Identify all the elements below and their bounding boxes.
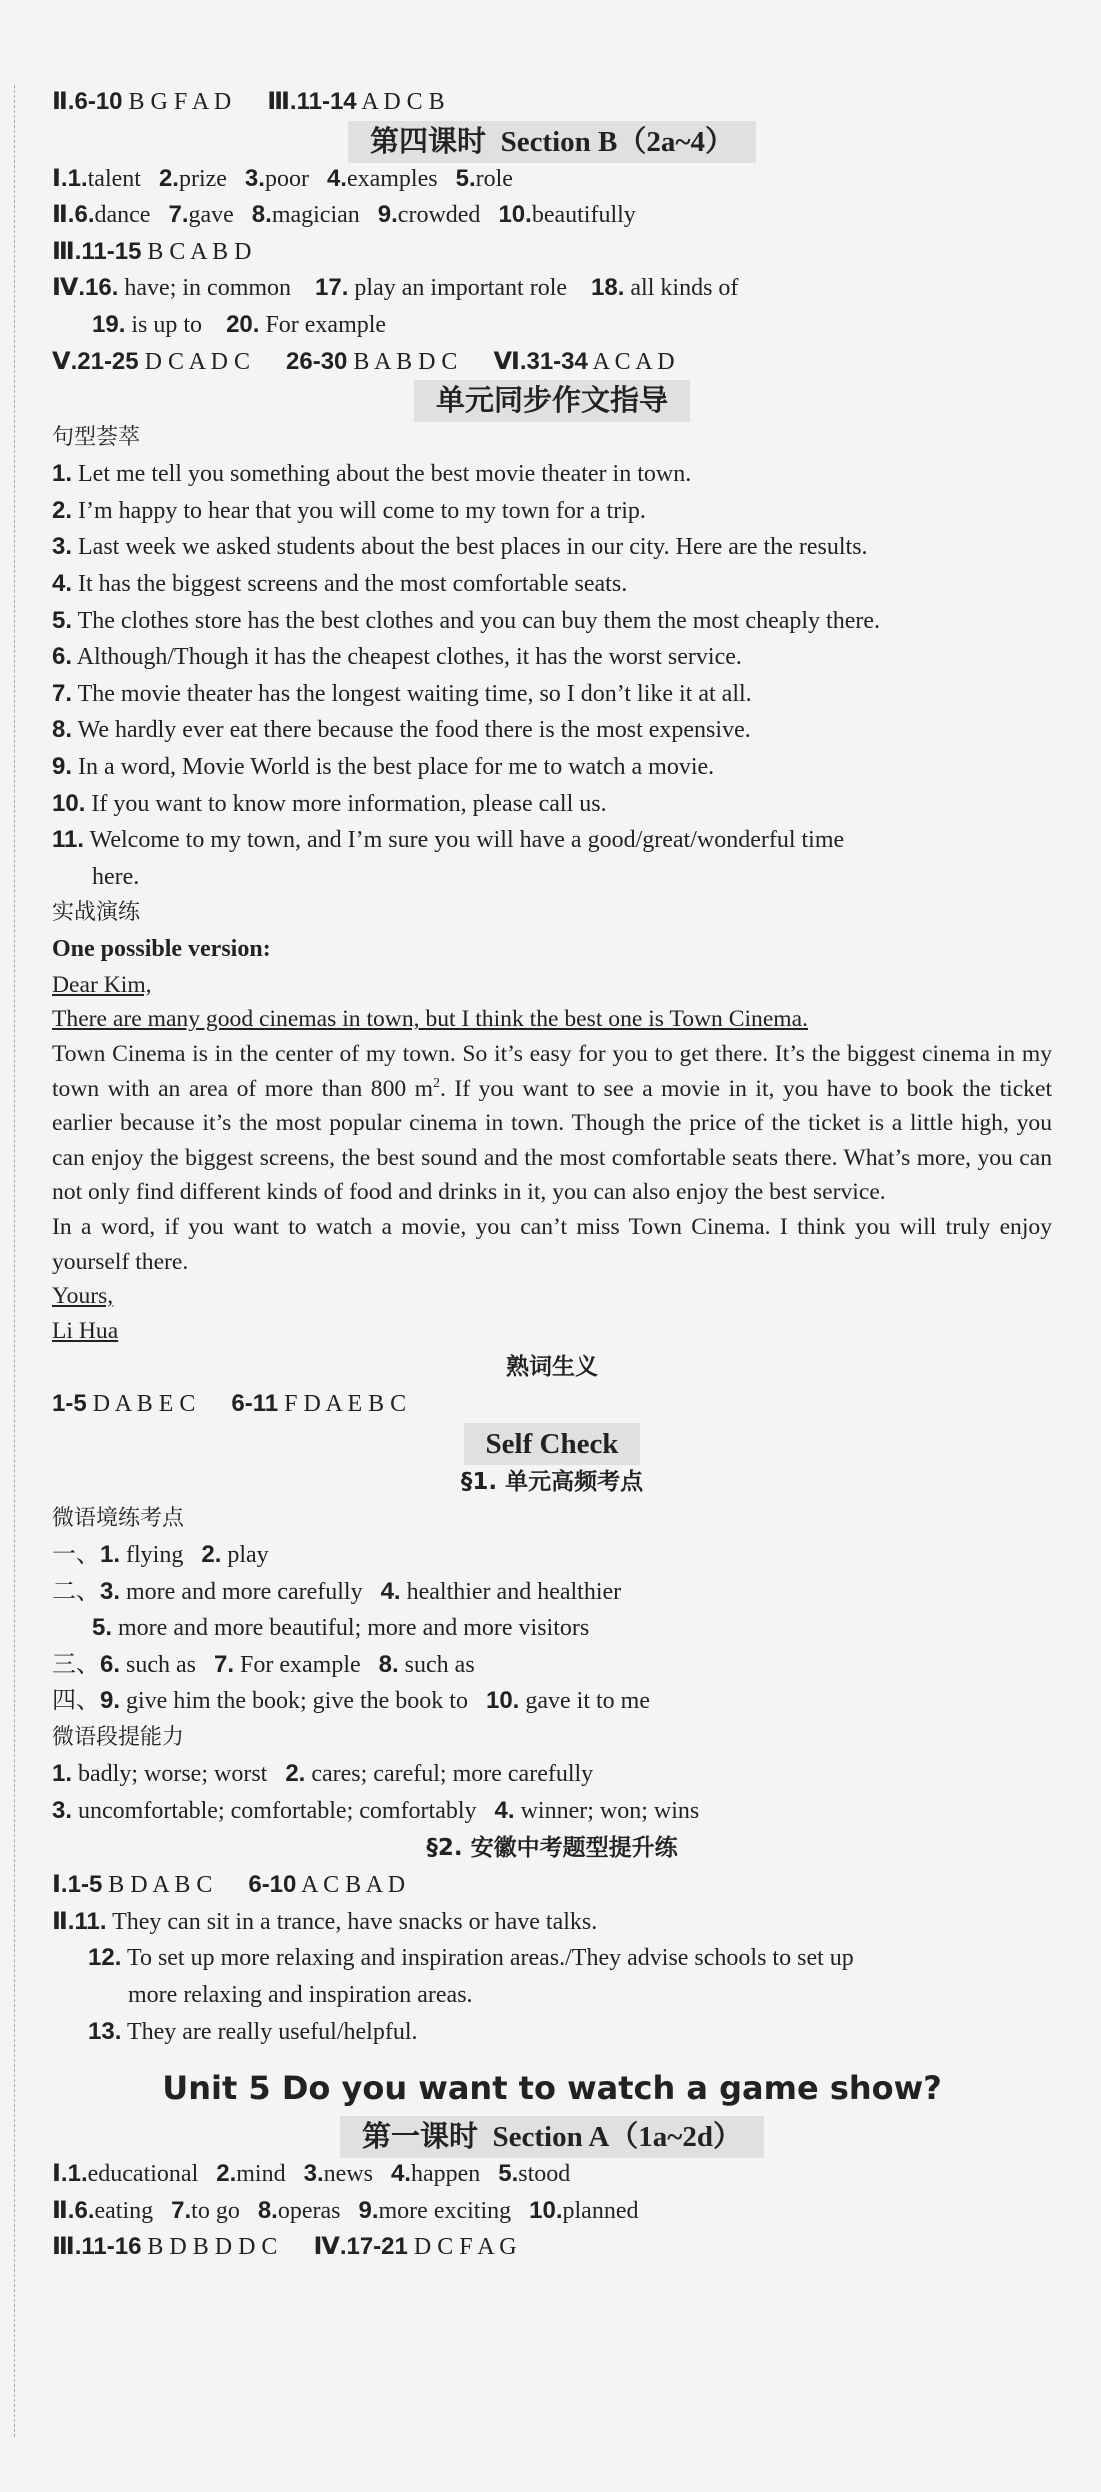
list-item — [52, 603, 1052, 640]
answer-text: gave — [188, 202, 234, 229]
question-number: 10. — [529, 2196, 563, 2224]
question-number: Ⅱ.11. — [52, 1907, 107, 1935]
group-prefix: 一、 — [52, 1542, 100, 1568]
item-number: 6. — [52, 643, 73, 671]
question-number: 20. — [226, 310, 260, 338]
section-title: 单元同步作文指导 — [414, 380, 690, 422]
answer-text: play — [227, 1542, 269, 1568]
answer-line — [52, 344, 1052, 381]
answer-line — [52, 2193, 1052, 2230]
answer-text: A D C B — [361, 89, 445, 115]
question-number: Ⅰ.1. — [52, 164, 88, 192]
subsection-title: §2. 安徽中考题型提升练 — [426, 1835, 678, 1862]
answer-text: F D A E B C — [284, 1391, 407, 1418]
subsection-label: 微语境练考点 — [52, 1506, 185, 1531]
answer-text: healthier and healthier — [406, 1578, 622, 1605]
list-item — [52, 712, 1052, 749]
lesson-section: Section A（1a~2d） — [492, 2121, 743, 2154]
list-item — [52, 749, 1052, 786]
item-text: We hardly ever eat there because the food there is the most expensive. — [77, 717, 751, 744]
essay-opening-line: There are many good cinemas in town, but I think the best one is Town Cinema. — [52, 1006, 809, 1033]
subsection-label: 句型荟萃 — [52, 425, 141, 451]
question-number: 3. — [100, 1577, 121, 1605]
answer-text: give him the book; give the book to — [126, 1688, 468, 1715]
subsection-title: §1. 单元高频考点 — [460, 1469, 644, 1495]
lesson-number: 第一课时 — [361, 2121, 478, 2154]
page-binding-edge — [14, 85, 15, 2437]
question-number: Ⅲ.11-16 — [52, 2233, 142, 2261]
self-check-heading — [52, 1423, 1052, 1463]
essay-signature: Li Hua — [52, 1317, 119, 1344]
answer-text: have; in common — [124, 275, 292, 302]
item-number: 5. — [52, 606, 73, 634]
question-number: 6-10 — [248, 1871, 297, 1899]
answer-text: mind — [236, 2161, 286, 2188]
answer-text: B D B D D C — [147, 2234, 278, 2261]
group-prefix: 四、 — [52, 1688, 100, 1715]
answer-text: happen — [410, 2161, 481, 2188]
list-item — [52, 456, 1052, 493]
list-item — [52, 529, 1052, 566]
question-number: 8. — [378, 1650, 399, 1678]
list-item — [52, 566, 1052, 603]
answer-line — [52, 234, 1052, 271]
answer-text: D C A D C — [144, 348, 250, 375]
answer-text: more and more carefully — [126, 1578, 363, 1605]
answer-line — [52, 2014, 1052, 2051]
question-number: 1-5 — [52, 1390, 87, 1418]
answer-text: eating — [94, 2197, 154, 2224]
question-number: 9. — [100, 1687, 121, 1715]
question-number: 8. — [257, 2196, 278, 2224]
answer-text: examples — [346, 165, 438, 192]
question-number: 10. — [485, 1687, 520, 1715]
superscript: 2 — [433, 1075, 440, 1091]
question-number: 5. — [92, 1614, 113, 1642]
answer-line — [52, 1756, 1052, 1793]
answer-text: dance — [94, 202, 151, 229]
item-number: 3. — [52, 533, 73, 561]
question-number: 19. — [92, 310, 126, 338]
list-item — [52, 786, 1052, 823]
answer-text: uncomfortable; comfortable; comfortably — [78, 1797, 477, 1824]
answer-continuation: more relaxing and inspiration areas. — [128, 1981, 473, 2008]
sample-essay — [52, 968, 1052, 1349]
answer-text: cares; careful; more carefully — [311, 1760, 594, 1787]
answer-text: To set up more relaxing and inspiration areas./They advise schools to set up — [126, 1945, 854, 1972]
group-prefix: 三、 — [52, 1651, 100, 1678]
answer-text: B D A B C — [108, 1872, 213, 1899]
answer-text: more exciting — [378, 2197, 512, 2224]
essay-text: . If you want to see a movie in it, you have to book the ticket earlier because it’s the most popular cinema in town. Though the price of the ticket is a little high, you can enjoy the biggest screens, the best sound and the most comfortable seats there. What’s more, you can not only find different kinds of food and drinks in it, you can also enjoy the best service. — [52, 1075, 1053, 1206]
lesson-heading — [52, 121, 1052, 161]
answer-text: such as — [404, 1651, 475, 1678]
question-number: 4. — [380, 1577, 401, 1605]
question-number: 13. — [88, 2017, 122, 2045]
item-text: I’m happy to hear that you will come to my town for a trip. — [78, 497, 646, 524]
item-text: In a word, Movie World is the best place for me to watch a movie. — [78, 753, 715, 780]
question-number: 9. — [377, 201, 398, 229]
answer-text: D A B E C — [92, 1391, 196, 1418]
question-number: Ⅳ.17-21 — [313, 2233, 408, 2261]
answer-line — [52, 270, 1052, 307]
answer-line — [52, 1793, 1052, 1830]
item-number: 2. — [52, 496, 73, 524]
answer-line — [52, 1574, 1052, 1611]
question-number: 7. — [214, 1650, 235, 1678]
answer-text: role — [475, 165, 513, 192]
question-number: 4. — [390, 2160, 411, 2188]
question-number: 4. — [494, 1796, 515, 1824]
question-number: Ⅲ.11-15 — [52, 237, 142, 265]
answer-text: gave it to me — [525, 1688, 650, 1715]
question-number: 10. — [498, 201, 532, 229]
answer-line — [52, 1940, 1052, 1977]
answer-line — [52, 1647, 1052, 1684]
question-number: 1. — [100, 1541, 121, 1568]
answer-line — [52, 1610, 1052, 1647]
version-label: One possible version: — [52, 936, 271, 963]
answer-line — [52, 1867, 1052, 1904]
question-number: Ⅰ.1-5 — [52, 1871, 103, 1899]
item-text: If you want to know more information, please call us. — [91, 790, 607, 817]
answer-text: For example — [240, 1651, 361, 1678]
question-number: 2. — [285, 1759, 306, 1787]
question-number: 6-11 — [231, 1390, 279, 1418]
question-number: 7. — [168, 201, 189, 229]
question-number: 5. — [455, 164, 476, 192]
question-number: 3. — [52, 1796, 73, 1824]
item-text: Last week we asked students about the best places in our city. Here are the results. — [78, 534, 868, 561]
question-number: 9. — [358, 2196, 379, 2224]
item-text: Welcome to my town, and I’m sure you will have a good/great/wonderful time — [89, 827, 845, 854]
answer-page — [52, 84, 1052, 2266]
answer-text: magician — [271, 202, 360, 229]
question-number: 17. — [315, 274, 349, 302]
essay-text: Town Cinema is in the center of my town. So it’s easy for you to get there. It’s the biggest cinema in my town with an area of more than 800 m — [52, 1041, 1052, 1102]
answer-text: winner; won; wins — [520, 1797, 700, 1824]
section-title: Self Check — [464, 1423, 641, 1465]
familiar-words-title: 熟词生义 — [506, 1354, 598, 1381]
answer-text: play an important role — [354, 275, 568, 302]
item-number: 10. — [52, 789, 86, 817]
answer-line — [52, 1683, 1052, 1720]
item-text: The clothes store has the best clothes and you can buy them the most cheaply there. — [77, 607, 881, 634]
group-prefix: 二、 — [52, 1578, 100, 1605]
answer-line — [52, 1904, 1052, 1941]
question-number: 5. — [498, 2160, 519, 2188]
subsection-label: 实战演练 — [52, 900, 141, 926]
answer-text: flying — [126, 1542, 184, 1568]
question-number: 1. — [52, 1759, 73, 1787]
essay-paragraph — [52, 1037, 1052, 1210]
question-number: Ⅰ.1. — [52, 2160, 88, 2188]
item-text: It has the biggest screens and the most comfortable seats. — [78, 570, 628, 597]
answer-text: For example — [265, 311, 387, 338]
question-number: 26-30 — [286, 347, 348, 375]
question-number: 12. — [88, 1944, 122, 1972]
item-number: 7. — [52, 679, 73, 707]
answer-text: D C F A G — [413, 2234, 517, 2261]
question-number: 8. — [251, 201, 272, 229]
list-item — [52, 639, 1052, 676]
sentence-list — [52, 456, 1052, 895]
answer-text: A C B A D — [301, 1872, 406, 1899]
essay-closing: Yours, — [52, 1283, 114, 1310]
lesson-number: 第四课时 — [370, 125, 487, 158]
question-number: 4. — [326, 164, 347, 192]
answer-text: badly; worse; worst — [78, 1760, 268, 1787]
answer-line — [52, 84, 1052, 121]
answer-text: beautifully — [531, 202, 636, 229]
answer-line — [52, 2156, 1052, 2193]
answer-line — [52, 161, 1052, 198]
question-number: Ⅳ.16. — [52, 274, 119, 302]
item-number: 8. — [52, 716, 73, 744]
list-item — [52, 676, 1052, 713]
answer-line — [52, 1386, 1052, 1423]
list-item-continuation: here. — [92, 863, 140, 890]
answer-text: stood — [518, 2161, 571, 2188]
answer-line — [52, 197, 1052, 234]
question-number: Ⅵ.31-34 — [493, 347, 588, 375]
lesson-heading — [52, 2116, 1052, 2156]
list-item — [52, 822, 1052, 859]
answer-text: operas — [277, 2197, 341, 2224]
list-item — [52, 493, 1052, 530]
question-number: 2. — [158, 164, 179, 192]
essay-greeting: Dear Kim, — [52, 971, 152, 998]
answer-text: educational — [87, 2161, 199, 2188]
answer-text: to go — [191, 2197, 240, 2224]
question-number: Ⅲ.11-14 — [267, 88, 357, 115]
question-number: Ⅴ.21-25 — [52, 347, 139, 375]
answer-line — [52, 1537, 1052, 1574]
item-number: 11. — [52, 826, 85, 854]
answer-text: news — [323, 2161, 373, 2188]
item-number: 9. — [52, 752, 73, 780]
writing-guide-heading — [52, 380, 1052, 420]
question-number: 3. — [244, 164, 265, 192]
answer-text: prize — [178, 165, 227, 192]
answer-text: such as — [126, 1651, 196, 1678]
answer-text: poor — [264, 165, 309, 192]
item-text: The movie theater has the longest waiting time, so I don’t like it at all. — [77, 680, 752, 707]
question-number: Ⅱ.6-10 — [52, 88, 123, 115]
answer-text: B G F A D — [128, 89, 232, 115]
item-number: 4. — [52, 569, 73, 597]
answer-text: They can sit in a trance, have snacks or have talks. — [112, 1908, 598, 1935]
answer-text: B C A B D — [147, 238, 252, 265]
answer-text: crowded — [397, 202, 481, 229]
question-number: 7. — [171, 2196, 192, 2224]
answer-text: is up to — [131, 311, 203, 338]
answer-line — [52, 2229, 1052, 2266]
item-text: Let me tell you something about the best movie theater in town. — [78, 461, 692, 488]
essay-paragraph: In a word, if you want to watch a movie, you can’t miss Town Cinema. I think you will truly enjoy yourself there. — [52, 1214, 1052, 1275]
item-number: 1. — [52, 460, 73, 488]
answer-text: all kinds of — [630, 275, 739, 302]
question-number: Ⅱ.6. — [52, 2196, 95, 2224]
unit-title: Unit 5 Do you want to watch a game show? — [162, 2069, 942, 2108]
answer-text: more and more beautiful; more and more visitors — [118, 1615, 590, 1642]
question-number: 3. — [303, 2160, 324, 2188]
question-number: 2. — [216, 2160, 237, 2188]
answer-text: B A B D C — [353, 348, 458, 375]
question-number: 6. — [100, 1650, 121, 1678]
question-number: Ⅱ.6. — [52, 201, 95, 229]
item-text: Although/Though it has the cheapest clothes, it has the worst service. — [76, 644, 742, 671]
subsection-label: 微语段提能力 — [52, 1724, 185, 1750]
answer-text: A C A D — [592, 348, 675, 375]
answer-text: planned — [562, 2197, 639, 2224]
question-number: 18. — [591, 274, 625, 302]
answer-line — [52, 307, 1052, 344]
question-number: 2. — [201, 1541, 222, 1568]
answer-text: talent — [87, 165, 141, 192]
answer-text: They are really useful/helpful. — [126, 2018, 418, 2045]
lesson-section: Section B（2a~4） — [500, 125, 734, 158]
